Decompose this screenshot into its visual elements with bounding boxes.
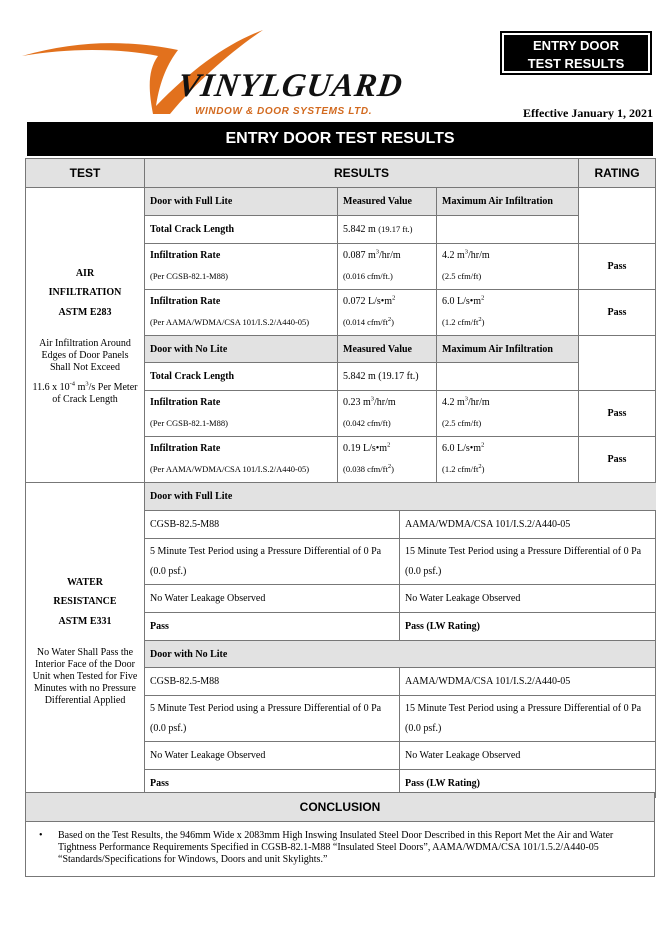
header-results: RESULTS [145,159,579,188]
air-no-r2-label: Infiltration Rate (Per AAMA/WDMA/CSA 101/I.S.2/A440-05) [145,437,338,483]
conclusion-body [25,822,655,877]
water-no-test2: 15 Minute Test Period using a Pressure Differential of 0 Pa (0.0 psf.) [400,696,656,742]
water-no-std2: AAMA/WDMA/CSA 101/I.S.2/A440-05 [400,668,656,696]
logo-subtitle: WINDOW & DOOR SYSTEMS LTD. [195,106,373,117]
air-title-1: AIR [75,267,95,279]
results-table [25,158,656,798]
water-no-obs2: No Water Leakage Observed [400,742,656,770]
air-full-measured-hdr: Measured Value [338,188,437,216]
water-full-std2: AAMA/WDMA/CSA 101/I.S.2/A440-05 [400,511,656,539]
air-no-max-hdr: Maximum Air Infiltration [437,336,579,363]
air-no-hdr: Door with No Lite [145,336,338,363]
air-title-2: INFILTRATION [48,287,122,299]
company-logo [18,28,418,118]
water-full-obs1: No Water Leakage Observed [145,585,400,613]
water-full-test1: 5 Minute Test Period using a Pressure Differential of 0 Pa (0.0 psf.) [145,539,400,585]
water-full-pass1: Pass [145,613,400,641]
air-limit: 11.6 x $10^{-4}$ $m^3/s$ Per Meter of Crack Length [32,380,138,406]
header-test: TEST [26,159,145,188]
air-no-r1-label: Infiltration Rate (Per CGSB-82.1-M88) [145,391,338,437]
air-full-r2-rating: Pass [579,290,656,336]
air-no-r1-measured: 0.23 $m^3/hr/m$ (0.042 cfm/ft) [338,391,437,437]
water-full-hdr: Door with Full Lite [145,483,656,511]
water-description: No Water Shall Pass the Interior Face of the Door Unit when Tested for Five Minutes with no Pressure Differential Applied [32,647,138,707]
air-no-crack-label: Total Crack Length [145,363,338,391]
air-title-3: ASTM E283 [58,306,112,318]
badge-line-2: TEST RESULTS [527,56,625,71]
title-badge [500,31,652,75]
water-section-label [26,483,145,798]
conclusion-text: Based on the Test Results, the 946mm Wide x 2083mm High Inswing Insulated Steel Door Described in this Report Met the Air and Water Tightness Performance Requirements Specified in CGSB-82.1-M88 “Insulated Steel Doors”, AAMA/WDMA/CSA 101/1.5.2/A440-05 “Standards/Specifications for Windows, Doors and unit Skylights.” [58,830,614,865]
bullet-icon: • [39,830,43,841]
air-no-r1-max: 4.2 $m^3/hr/m$ (2.5 cfm/ft) [437,391,579,437]
air-no-r2-rating: Pass [579,437,656,483]
logo-name: VINYLGUARD [175,68,406,104]
water-full-obs2: No Water Leakage Observed [400,585,656,613]
air-full-hdr: Door with Full Lite [145,188,338,216]
air-no-r2-measured: 0.19 $L/s•m^2$ (0.038 cfm/$ft^2$) [338,437,437,483]
air-full-crack-value: 5.842 m (19.17 ft.) [338,216,437,244]
air-full-r2-max: 6.0 $L/s•m^2$ (1.2 cfm/$ft^2$) [437,290,579,336]
header-rating: RATING [579,159,656,188]
water-no-pass1: Pass [145,770,400,798]
air-full-crack-label: Total Crack Length [145,216,338,244]
water-no-std1: CGSB-82.5-M88 [145,668,400,696]
water-full-std1: CGSB-82.5-M88 [145,511,400,539]
table-row [26,483,656,511]
water-no-obs1: No Water Leakage Observed [145,742,400,770]
air-full-r1-rating: Pass [579,244,656,290]
air-full-r1-label: Infiltration Rate (Per CGSB-82.1-M88) [145,244,338,290]
table-row [26,188,656,216]
badge-line-1: ENTRY DOOR [533,38,619,53]
air-section-label [26,188,145,483]
air-description: Air Infiltration Around Edges of Door Panels Shall Not Exceed [39,338,131,374]
air-full-r1-measured: 0.087 $m^3/hr/m$ (0.016 cfm/ft.) [338,244,437,290]
water-full-test2: 15 Minute Test Period using a Pressure Differential of 0 Pa (0.0 psf.) [400,539,656,585]
air-full-r2-label: Infiltration Rate (Per AAMA/WDMA/CSA 101/I.S.2/A440-05) [145,290,338,336]
water-no-pass2: Pass (LW Rating) [400,770,656,798]
water-no-hdr: Door with No Lite [145,641,656,668]
air-no-r2-max: 6.0 $L/s•m^2$ (1.2 cfm/$ft^2$) [437,437,579,483]
air-full-max-hdr: Maximum Air Infiltration [437,188,579,216]
air-no-crack-value: 5.842 m (19.17 ft.) [338,363,437,391]
water-full-pass2: Pass (LW Rating) [400,613,656,641]
air-full-r1-max: 4.2 $m^3/hr/m$ (2.5 cfm/ft) [437,244,579,290]
effective-date: Effective January 1, 2021 [523,106,653,120]
water-title-1: WATER [67,576,103,588]
air-no-measured-hdr: Measured Value [338,336,437,363]
conclusion-header: CONCLUSION [25,792,655,822]
air-full-r2-measured: 0.072 $L/s•m^2$ (0.014 cfm/$ft^2$) [338,290,437,336]
air-no-r1-rating: Pass [579,391,656,437]
water-title-3: ASTM E331 [58,615,112,627]
page-title: ENTRY DOOR TEST RESULTS [25,120,655,158]
water-title-2: RESISTANCE [53,596,117,608]
water-no-test1: 5 Minute Test Period using a Pressure Differential of 0 Pa (0.0 psf.) [145,696,400,742]
table-header-row [26,159,656,188]
